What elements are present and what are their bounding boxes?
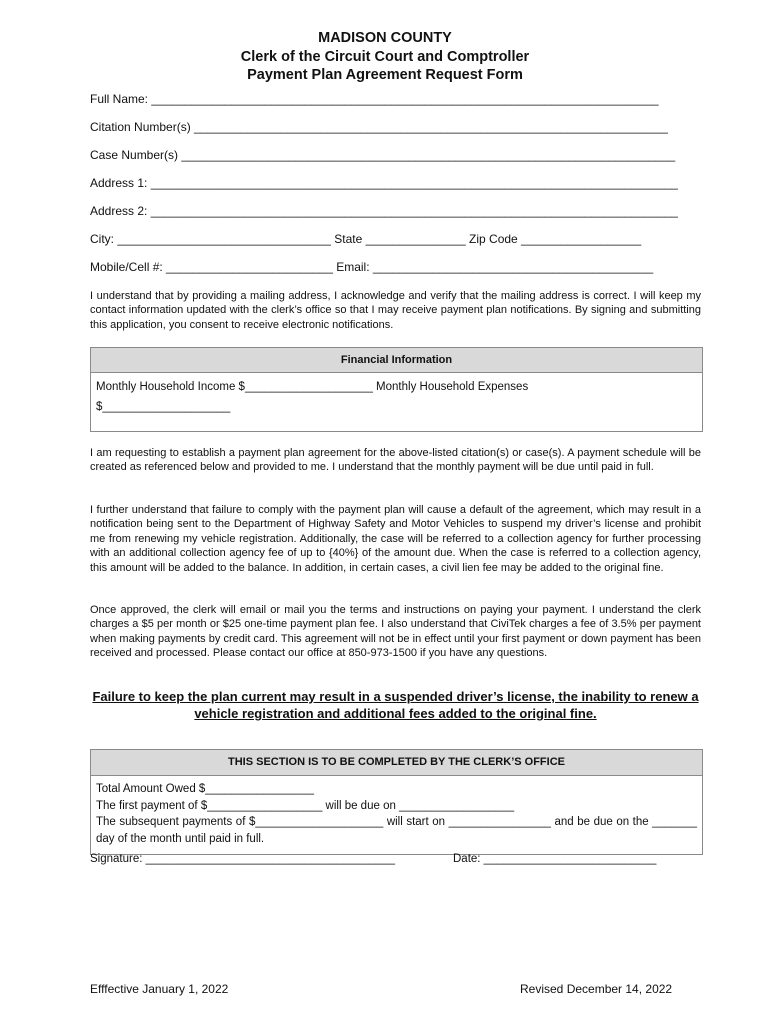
default-paragraph: I further understand that failure to comply with the payment plan will cause a default of the agreement, which may result in a notification being sent to the Department of Highway Safety and Motor Vehicles to suspend my driver’s license and prohibit me from renewing my vehicle registration. Additionally, the case will be referred to a collection agency for further processing with an additional collection agency fee of up to {40%} of the amount due. When the case is referred to a collection agency, this amount will be added to the balance. In addition, in certain cases, a civil lien fee may be added to the original fine. [90, 504, 701, 574]
signature-field[interactable]: Signature: _______________________________________ [90, 853, 396, 865]
address-1-field[interactable]: Address 1: _______________________________________________________________________________ [90, 176, 678, 190]
address-2-field[interactable]: Address 2: _______________________________________________________________________________ [90, 204, 678, 218]
clerk-section-box [90, 749, 703, 855]
case-number-field[interactable]: Case Number(s) __________________________________________________________________________ [90, 148, 676, 162]
total-amount-owed-field[interactable]: Total Amount Owed $_________________ [96, 783, 315, 795]
fees-paragraph: Once approved, the clerk will email or mail you the terms and instructions on paying your payment. I understand the clerk charges a $5 per month or $25 one-time payment plan fee. I also understand that CiviTek charges a fee of 3.5% per payment when making payments by credit card. This agreement will not be in effect until your first payment or down payment has been received and processed. Please contact our office at 850-973-1500 if you have any questions. [90, 604, 701, 660]
subsequent-payments-field[interactable]: The subsequent payments of $____________________ will start on ________________ and be due on the _______ day of the month until paid in full. [96, 816, 697, 845]
date-field[interactable]: Date: ___________________________ [453, 853, 657, 865]
citation-number-field[interactable]: Citation Number(s) _______________________________________________________________________ [90, 120, 668, 134]
request-paragraph: I am requesting to establish a payment plan agreement for the above-listed citation(s) or case(s). A payment schedule will be created as referenced below and provided to me. I understand that the monthly payment will be due until paid in full. [90, 447, 701, 474]
monthly-expenses-amount-field[interactable]: $____________________ [96, 401, 231, 413]
effective-date: Efffective January 1, 2022 [90, 982, 229, 996]
warning-notice: Failure to keep the plan current may result in a suspended driver’s license, the inability to renew a vehicle registration and additional fees added to the original fine. [92, 689, 699, 721]
county-name: MADISON COUNTY [318, 30, 452, 46]
form-title: Payment Plan Agreement Request Form [247, 67, 523, 83]
office-name: Clerk of the Circuit Court and Comptroller [240, 48, 530, 65]
clerk-section-heading: THIS SECTION IS TO BE COMPLETED BY THE CLERK’S OFFICE [91, 750, 702, 776]
full-name-field[interactable]: Full Name: ____________________________________________________________________________ [90, 92, 659, 106]
monthly-income-expenses-field[interactable]: Monthly Household Income $____________________ Monthly Household Expenses [96, 381, 529, 393]
revised-date: Revised December 14, 2022 [520, 982, 673, 996]
city-state-zip-field[interactable]: City: ________________________________ State _______________ Zip Code __________________ [90, 232, 642, 246]
mobile-email-field[interactable]: Mobile/Cell #: _________________________ Email: __________________________________________ [90, 260, 654, 274]
financial-information-heading: Financial Information [91, 348, 702, 373]
first-payment-field[interactable]: The first payment of $__________________ will be due on __________________ [96, 799, 515, 812]
consent-paragraph: I understand that by providing a mailing address, I acknowledge and verify that the mailing address is correct. I will keep my contact information updated with the clerk’s office so that I may receive payment plan notifications. By signing and submitting this application, you consent to receive electronic notifications. [90, 290, 701, 331]
form-header [0, 29, 770, 85]
financial-information-box [90, 347, 703, 432]
